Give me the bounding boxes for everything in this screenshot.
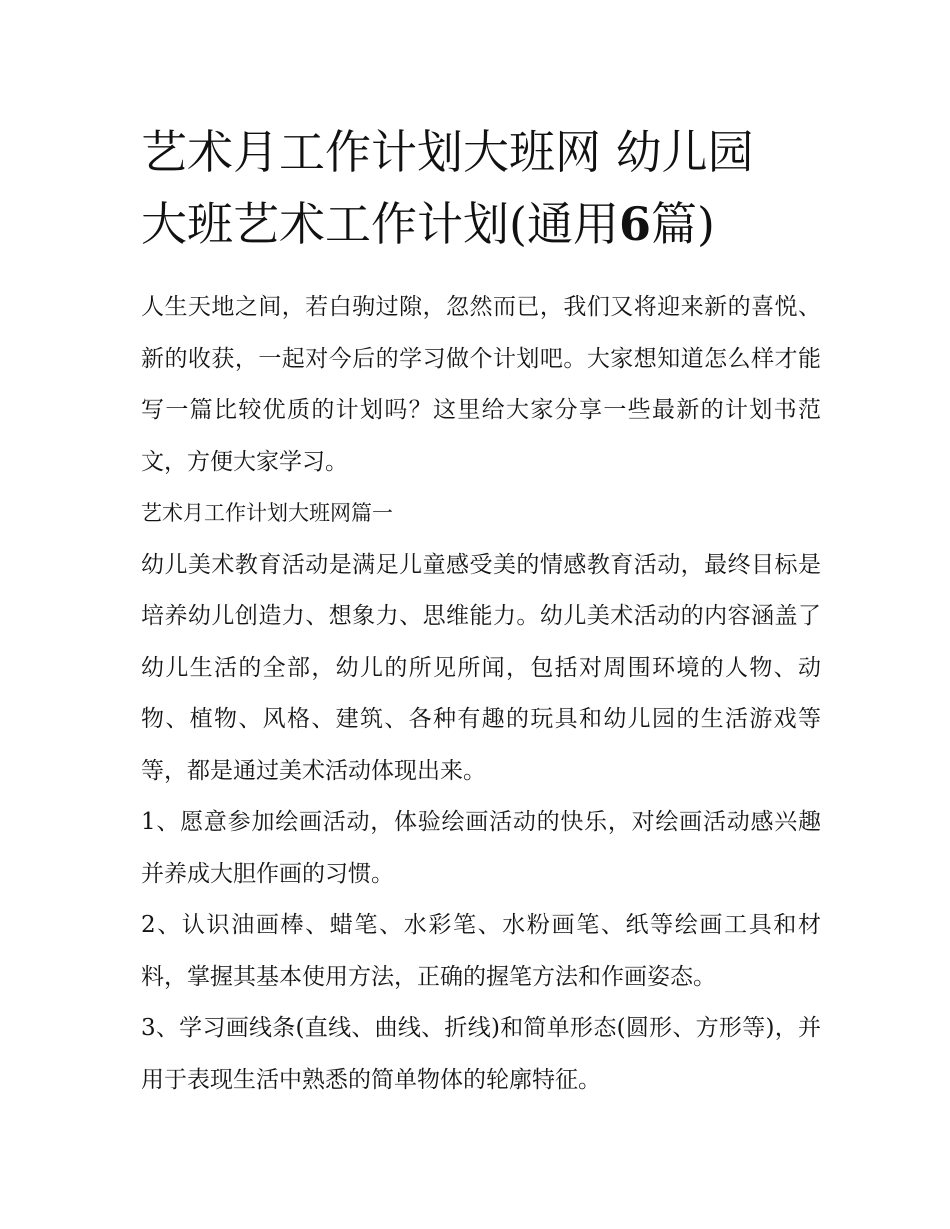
list-item-3: 3、学习画线条(直线、曲线、折线)和简单形态(圆形、方形等)，并用于表现生活中熟悉的简单物体的轮廓特征。 [141, 1015, 821, 1093]
list-item-2: 2、认识油画棒、蜡笔、水彩笔、水粉画笔、纸等绘画工具和材料，掌握其基本使用方法，正确的握笔方法和作画姿态。 [141, 912, 821, 990]
section-heading: 艺术月工作计划大班网篇一 [141, 501, 393, 525]
title-line-2-end: 篇) [650, 197, 715, 251]
document-title [141, 116, 821, 260]
body-paragraph: 幼儿美术教育活动是满足儿童感受美的情感教育活动，最终目标是培养幼儿创造力、想象力、思维能力。幼儿美术活动的内容涵盖了幼儿生活的全部，幼儿的所见所闻，包括对周围环境的人物、动物、植物、风格、建筑、各种有趣的玩具和幼儿园的生活游戏等等，都是通过美术活动体现出来。 [141, 551, 821, 784]
document-content [141, 116, 821, 1106]
title-line-2-text: 大班艺术工作计划(通用 [141, 197, 619, 251]
list-item-1: 1、愿意参加绘画活动，体验绘画活动的快乐，对绘画活动感兴趣并养成大胆作画的习惯。 [141, 809, 821, 887]
title-line-1: 艺术月工作计划大班网 幼儿园 [141, 125, 754, 179]
document-body [141, 282, 821, 1106]
title-count-number: 6 [618, 197, 651, 251]
intro-paragraph: 人生天地之间，若白驹过隙，忽然而已，我们又将迎来新的喜悦、新的收获，一起对今后的学习做个计划吧。大家想知道怎么样才能写一篇比较优质的计划吗？这里给大家分享一些最新的计划书范文，方便大家学习。 [141, 294, 821, 475]
